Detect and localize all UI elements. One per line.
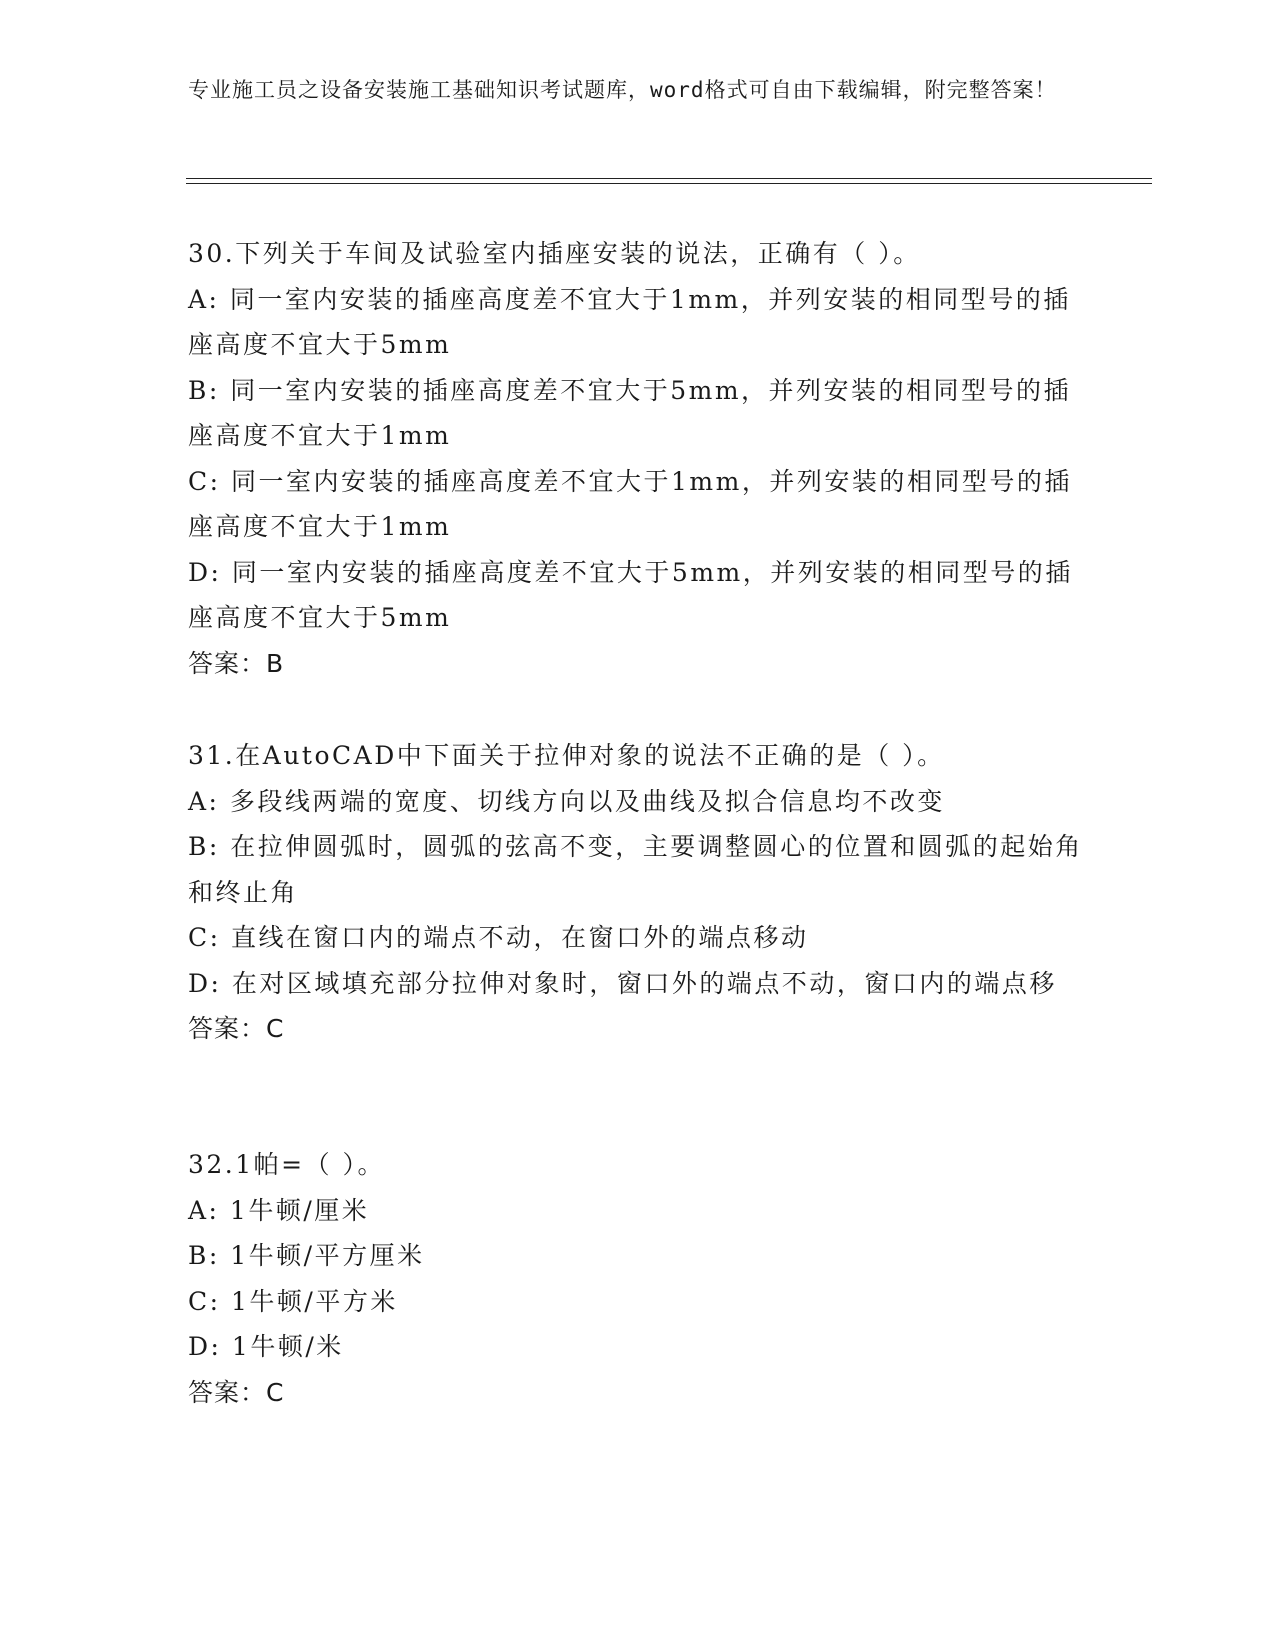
question-stem: 32.1帕=（ ）。 [188, 1150, 386, 1179]
option-d: D: 1牛顿/米 [188, 1332, 344, 1361]
option-b: B: 在拉伸圆弧时，圆弧的弦高不变，主要调整圆心的位置和圆弧的起始角和终止角 [188, 832, 1083, 907]
option-d: D: 同一室内安装的插座高度差不宜大于5mm，并列安装的相同型号的插座高度不宜大于5mm [188, 557, 1073, 632]
option-a: A: 多段线两端的宽度、切线方向以及曲线及拟合信息均不改变 [188, 786, 945, 816]
document-header: 专业施工员之设备安装施工基础知识考试题库，word格式可自由下载编辑，附完整答案！ [188, 78, 1057, 102]
answer: 答案：C [188, 1014, 285, 1043]
question-32 [188, 1142, 1088, 1415]
question-stem: 30.下列关于车间及试验室内插座安装的说法，正确有（ ）。 [188, 239, 921, 268]
option-a: A: 1牛顿/厘米 [188, 1195, 370, 1225]
answer: 答案：B [188, 648, 285, 678]
option-c: C: 同一室内安装的插座高度差不宜大于1mm，并列安装的相同型号的插座高度不宜大于1mm [188, 466, 1072, 541]
header-divider-second [186, 183, 1152, 184]
option-d: D: 在对区域填充部分拉伸对象时，窗口外的端点不动，窗口内的端点移 [188, 968, 1057, 998]
option-c: C: 1牛顿/平方米 [188, 1286, 398, 1316]
option-b: B: 同一室内安装的插座高度差不宜大于5mm，并列安装的相同型号的插座高度不宜大于1mm [188, 375, 1072, 450]
option-c: C: 直线在窗口内的端点不动，在窗口外的端点移动 [188, 923, 809, 952]
question-30 [188, 231, 1088, 686]
answer: 答案：C [188, 1377, 285, 1407]
option-b: B: 1牛顿/平方厘米 [188, 1241, 425, 1270]
option-a: A: 同一室内安装的插座高度差不宜大于1mm，并列安装的相同型号的插座高度不宜大于5mm [188, 284, 1071, 359]
question-31 [188, 733, 1088, 1052]
question-stem: 31.在AutoCAD中下面关于拉伸对象的说法不正确的是（ ）。 [188, 741, 945, 770]
header-divider [186, 178, 1152, 179]
